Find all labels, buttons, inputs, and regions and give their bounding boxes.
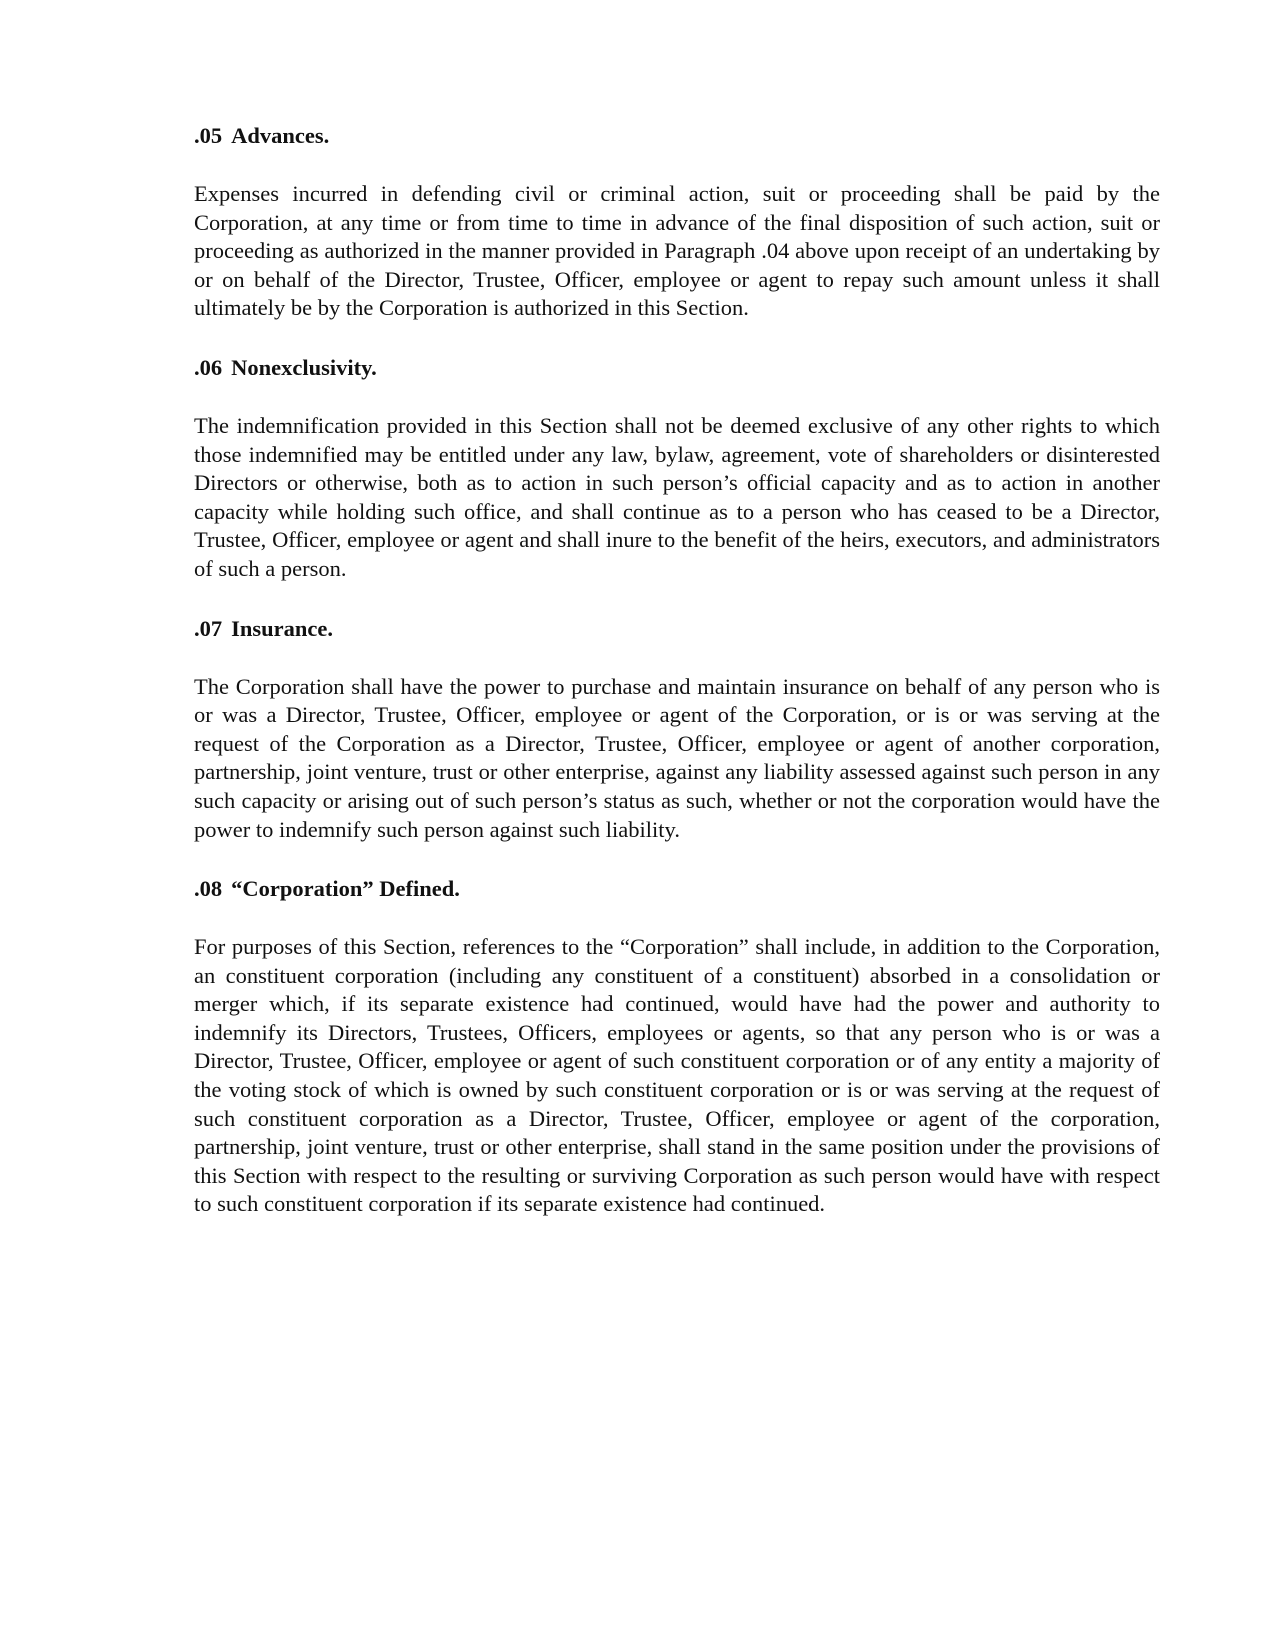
document-body: [194, 118, 1160, 1219]
section-06: [194, 350, 1160, 584]
section-title: Nonexclusivity.: [231, 354, 377, 380]
section-07: [194, 611, 1160, 845]
section-paragraph: For purposes of this Section, references to the “Corporation” shall include, in addition to the Corporation, an constituent corporation (including any constituent of a constituent) absorbed in a consolidation or merger which, if its separate existence had continued, would have had the power and authority to indemnify its Directors, Trustees, Officers, employees or agents, so that any person who is or was a Director, Trustee, Officer, employee or agent of such constituent corporation or of any entity a majority of the voting stock of which is owned by such constituent corporation or is or was serving at the request of such constituent corporation as a Director, Trustee, Officer, employee or agent of the corporation, partnership, joint venture, trust or other enterprise, shall stand in the same position under the provisions of this Section with respect to the resulting or surviving Corporation as such person would have with respect to such constituent corporation if its separate existence had continued.: [194, 934, 1160, 1217]
section-08: [194, 871, 1160, 1219]
section-heading: [194, 118, 1160, 154]
section-number: .07: [194, 615, 223, 641]
section-number: .08: [194, 876, 223, 902]
section-paragraph: The indemnification provided in this Section shall not be deemed exclusive of any other rights to which those indemnified may be entitled under any law, bylaw, agreement, vote of shareholders or disinterested Directors or otherwise, both as to action in such person’s official capacity and as to action in another capacity while holding such office, and shall continue as to a person who has ceased to be a Director, Trustee, Officer, employee or agent and shall inure to the benefit of the heirs, executors, and administrators of such a person.: [194, 412, 1160, 581]
section-paragraph: The Corporation shall have the power to purchase and maintain insurance on behalf of any person who is or was a Director, Trustee, Officer, employee or agent of the Corporation, or is or was serving at the request of the Corporation as a Director, Trustee, Officer, employee or agent of another corporation, partnership, joint venture, trust or other enterprise, against any liability assessed against such person in any such capacity or arising out of such person’s status as such, whether or not the corporation would have the power to indemnify such person against such liability.: [194, 673, 1160, 842]
section-title: “Corporation” Defined.: [231, 876, 460, 902]
section-heading: [194, 871, 1160, 907]
section-title: Insurance.: [231, 615, 334, 641]
section-number: .05: [194, 123, 223, 148]
section-paragraph: Expenses incurred in defending civil or criminal action, suit or proceeding shall be paid by the Corporation, at any time or from time to time in advance of the final disposition of such action, suit or proceeding as authorized in the manner provided in Paragraph .04 above upon receipt of an undertaking by or on behalf of the Director, Trustee, Officer, employee or agent to repay such amount unless it shall ultimately be by the Corporation is authorized in this Section.: [194, 181, 1160, 321]
section-heading: [194, 350, 1160, 386]
section-title: Advances.: [231, 123, 330, 148]
section-05: [194, 118, 1160, 323]
section-number: .06: [194, 354, 223, 380]
section-heading: [194, 611, 1160, 647]
